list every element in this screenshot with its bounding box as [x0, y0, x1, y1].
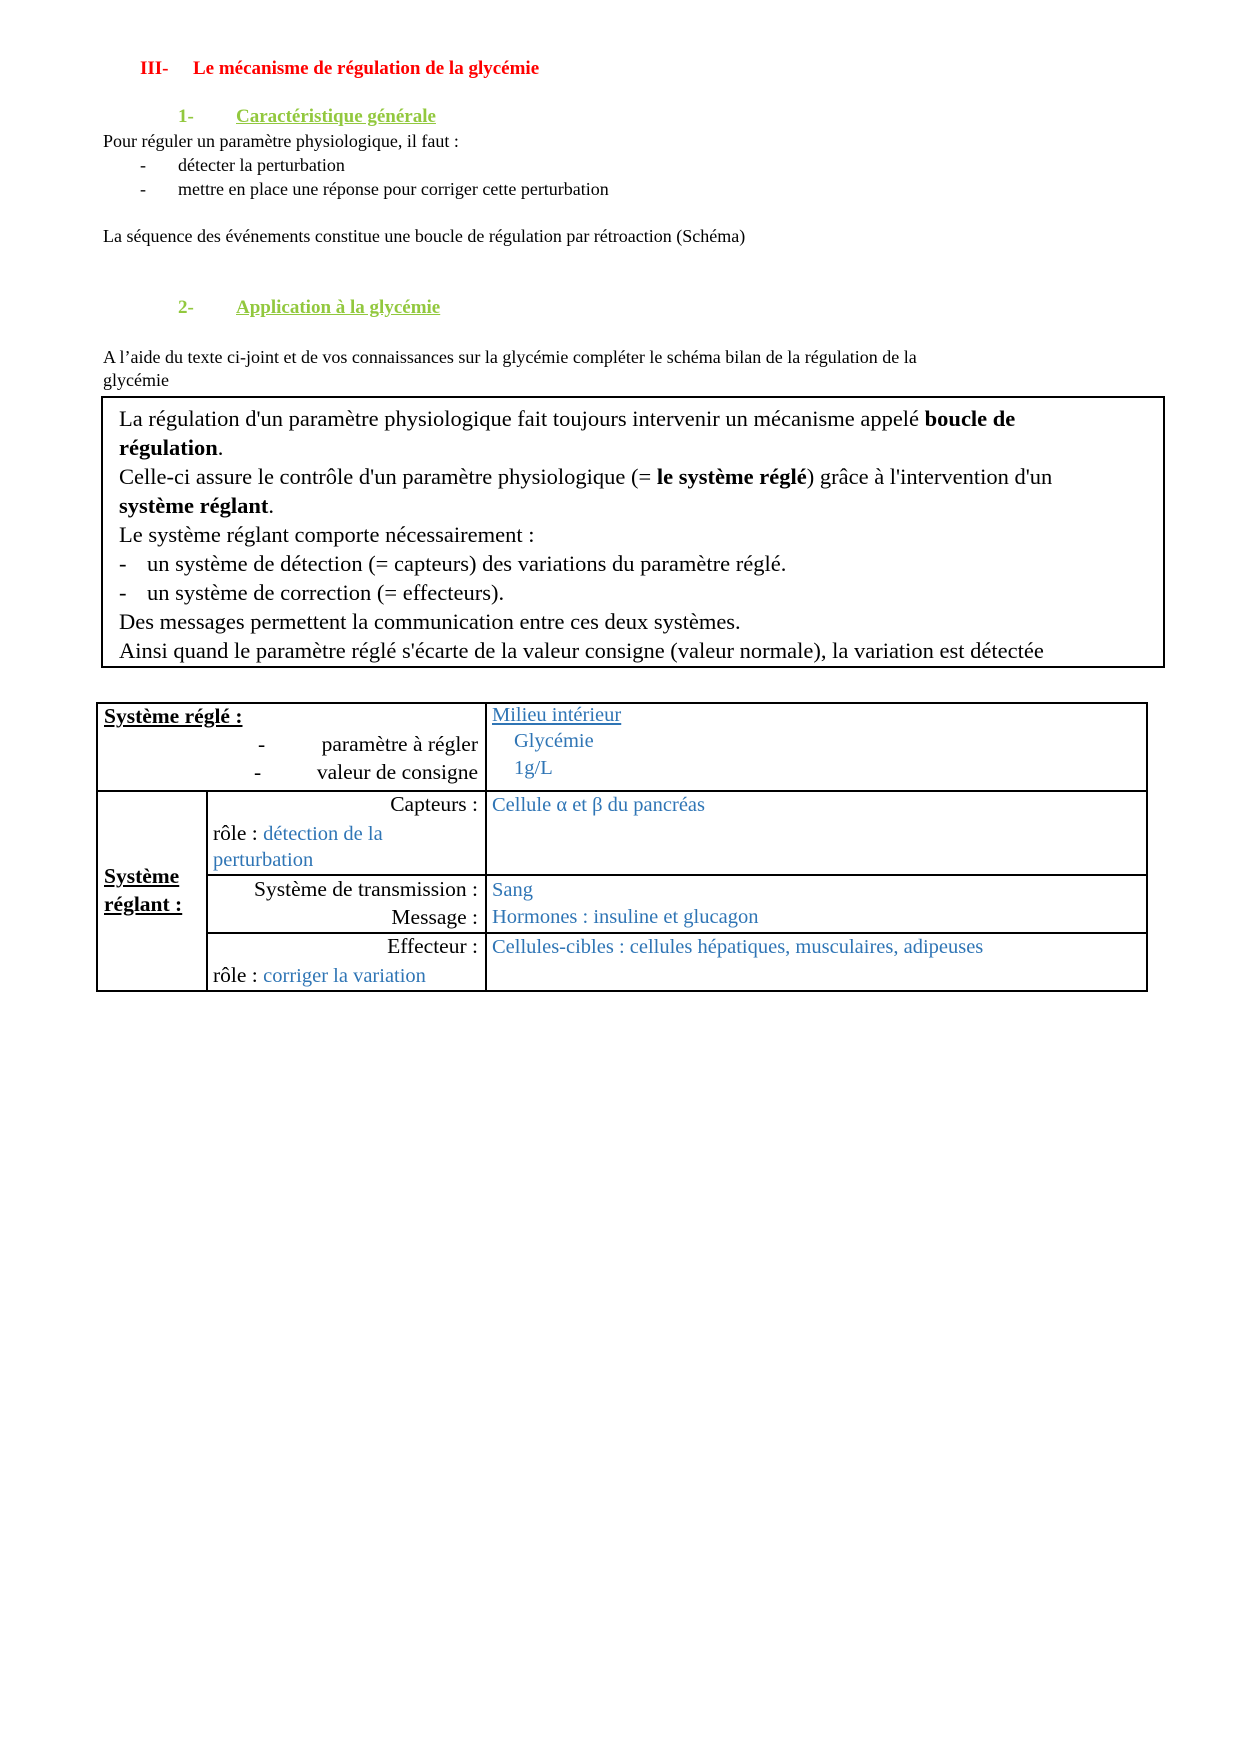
box-line-4: système réglant.: [119, 493, 274, 518]
part2-heading: [178, 297, 678, 321]
table-border: [96, 790, 1148, 792]
part1-bullet-1: [140, 155, 740, 179]
role-capteurs-line-2: perturbation: [213, 849, 314, 871]
regulation-table: [96, 702, 1148, 992]
effecteur-label: Effecteur :: [387, 934, 478, 958]
part2-instruction-line-1: A l’aide du texte ci-joint et de vos connaissances sur la glycémie compléter le schéma bilan de la régulation de la: [103, 347, 917, 367]
consigne-label: valeur de consigne: [316, 760, 478, 784]
section-title: [140, 58, 539, 80]
capteurs-label: Capteurs :: [390, 792, 478, 816]
capteurs-value: Cellule α et β du pancréas: [492, 794, 705, 816]
part1-sequence: La séquence des événements constitue une boucle de régulation par rétroaction (Schéma): [103, 226, 746, 246]
table-border: [96, 702, 1148, 704]
bullet-dash: -: [140, 179, 146, 199]
box-line-8: Des messages permettent la communication entre ces deux systèmes.: [119, 609, 741, 634]
part1-heading: [178, 106, 678, 130]
part2-instruction-line-2: glycémie: [103, 370, 169, 390]
transmission-label: Système de transmission :: [254, 877, 478, 901]
section-number: III-: [140, 58, 169, 79]
glycemie-value: Glycémie: [514, 730, 594, 752]
box-line-1: La régulation d'un paramètre physiologique fait toujours intervenir un mécanisme appelé boucle de: [119, 406, 1016, 431]
param-dash: -: [258, 732, 266, 756]
table-border: [206, 932, 1148, 934]
part1-bullet-2: [140, 179, 840, 203]
table-border: [96, 990, 1148, 992]
part1-title: Caractéristique générale: [236, 106, 436, 127]
part1-number: 1-: [178, 106, 194, 127]
param-label: paramètre à régler: [321, 732, 478, 756]
box-dash: -: [119, 580, 127, 605]
box-line-5: Le système réglant comporte nécessairement :: [119, 522, 535, 547]
definition-box: [101, 396, 1165, 668]
systeme-reglant-label-line-1: Système: [104, 864, 180, 888]
bullet-text: détecter la perturbation: [178, 155, 345, 175]
role-capteurs: rôle : détection de la: [213, 821, 383, 845]
bullet-text: mettre en place une réponse pour corriger cette perturbation: [178, 179, 609, 199]
box-line-7: un système de correction (= effecteurs).: [147, 580, 505, 605]
role-effecteur: rôle : corriger la variation: [213, 963, 426, 987]
box-line-6: un système de détection (= capteurs) des variations du paramètre réglé.: [147, 551, 787, 576]
message-label: Message :: [391, 905, 478, 929]
box-line-9: Ainsi quand le paramètre réglé s'écarte de la valeur consigne (valeur normale), la variation est détectée: [119, 638, 1044, 663]
message-value: Hormones : insuline et glucagon: [492, 906, 759, 928]
table-border: [206, 790, 208, 992]
table-border: [96, 702, 98, 992]
box-dash: -: [119, 551, 127, 576]
section-title-text: Le mécanisme de régulation de la glycémie: [193, 58, 540, 79]
effecteur-value: Cellules-cibles : cellules hépatiques, musculaires, adipeuses: [492, 936, 984, 958]
part2-number: 2-: [178, 297, 194, 318]
consigne-value: 1g/L: [514, 757, 553, 779]
systeme-reglant-label-line-2: réglant :: [104, 892, 183, 916]
part2-title: Application à la glycémie: [236, 297, 441, 318]
bullet-dash: -: [140, 155, 146, 175]
systeme-regle-label: Système réglé :: [104, 704, 243, 728]
box-line-2: régulation.: [119, 435, 224, 460]
box-line-3: Celle-ci assure le contrôle d'un paramètre physiologique (= le système réglé) grâce à l'intervention d'un: [119, 464, 1053, 489]
part1-intro: Pour réguler un paramètre physiologique, il faut :: [103, 131, 459, 151]
table-border: [206, 874, 1148, 876]
milieu-value: Milieu intérieur: [492, 704, 622, 726]
consigne-dash: -: [254, 760, 262, 784]
transmission-value: Sang: [492, 879, 533, 901]
table-border: [1146, 702, 1148, 992]
table-border: [485, 702, 487, 992]
